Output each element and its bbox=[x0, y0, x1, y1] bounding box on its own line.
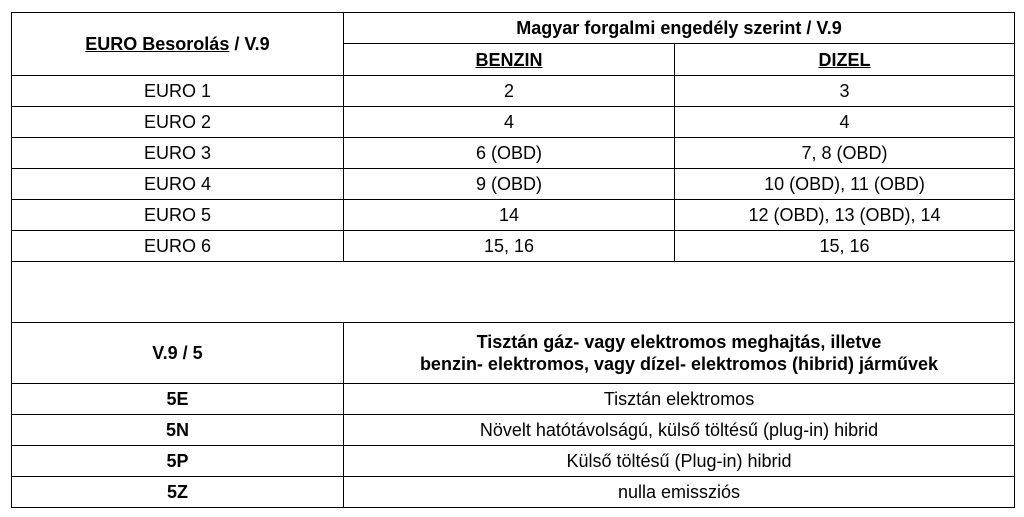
dizel-cell: 3 bbox=[675, 76, 1015, 107]
table1-header-row bbox=[12, 13, 1015, 44]
euro-classification-header-suffix: / V.9 bbox=[229, 34, 270, 54]
benzin-column-header bbox=[344, 44, 675, 76]
benzin-cell: 14 bbox=[344, 200, 675, 231]
dizel-cell: 4 bbox=[675, 107, 1015, 138]
table-row bbox=[12, 446, 1015, 477]
description-cell: Külső töltésű (Plug-in) hibrid bbox=[344, 446, 1015, 477]
dizel-cell: 7, 8 (OBD) bbox=[675, 138, 1015, 169]
benzin-column-label: BENZIN bbox=[475, 49, 543, 70]
benzin-cell: 2 bbox=[344, 76, 675, 107]
drive-type-header-line1: Tisztán gáz- vagy elektromos meghajtás, illetve bbox=[476, 332, 882, 352]
table-row bbox=[12, 384, 1015, 415]
table-row bbox=[12, 200, 1015, 231]
table-row bbox=[12, 477, 1015, 508]
v9-5-header: V.9 / 5 bbox=[12, 323, 344, 384]
description-cell: Tisztán elektromos bbox=[344, 384, 1015, 415]
empty-cell bbox=[12, 262, 1015, 323]
description-cell: nulla emissziós bbox=[344, 477, 1015, 508]
code-cell: 5P bbox=[12, 446, 344, 477]
table-row bbox=[12, 415, 1015, 446]
drive-type-header-line2: benzin- elektromos, vagy dízel- elektromos (hibrid) járművek bbox=[419, 354, 939, 374]
euro-classification-table bbox=[11, 12, 1015, 508]
code-cell: 5N bbox=[12, 415, 344, 446]
table-row bbox=[12, 107, 1015, 138]
table-row bbox=[12, 169, 1015, 200]
euro-classification-header-label: EURO Besorolás bbox=[85, 34, 230, 54]
benzin-cell: 4 bbox=[344, 107, 675, 138]
benzin-cell: 15, 16 bbox=[344, 231, 675, 262]
code-cell: 5E bbox=[12, 384, 344, 415]
euro-cell: EURO 4 bbox=[12, 169, 344, 200]
table-row bbox=[12, 76, 1015, 107]
euro-cell: EURO 6 bbox=[12, 231, 344, 262]
benzin-cell: 9 (OBD) bbox=[344, 169, 675, 200]
euro-classification-header bbox=[12, 13, 344, 76]
dizel-column-header bbox=[675, 44, 1015, 76]
table-row bbox=[12, 231, 1015, 262]
euro-cell: EURO 5 bbox=[12, 200, 344, 231]
benzin-cell: 6 (OBD) bbox=[344, 138, 675, 169]
dizel-cell: 12 (OBD), 13 (OBD), 14 bbox=[675, 200, 1015, 231]
description-cell: Növelt hatótávolságú, külső töltésű (plug-in) hibrid bbox=[344, 415, 1015, 446]
dizel-cell: 15, 16 bbox=[675, 231, 1015, 262]
euro-cell: EURO 2 bbox=[12, 107, 344, 138]
euro-cell: EURO 3 bbox=[12, 138, 344, 169]
table-row bbox=[12, 138, 1015, 169]
euro-cell: EURO 1 bbox=[12, 76, 344, 107]
table2-header-row bbox=[12, 323, 1015, 384]
code-cell: 5Z bbox=[12, 477, 344, 508]
drive-type-header bbox=[344, 323, 1015, 384]
dizel-cell: 10 (OBD), 11 (OBD) bbox=[675, 169, 1015, 200]
registration-header: Magyar forgalmi engedély szerint / V.9 bbox=[344, 13, 1015, 44]
spacer-row bbox=[12, 262, 1015, 323]
dizel-column-label: DIZEL bbox=[818, 49, 871, 70]
